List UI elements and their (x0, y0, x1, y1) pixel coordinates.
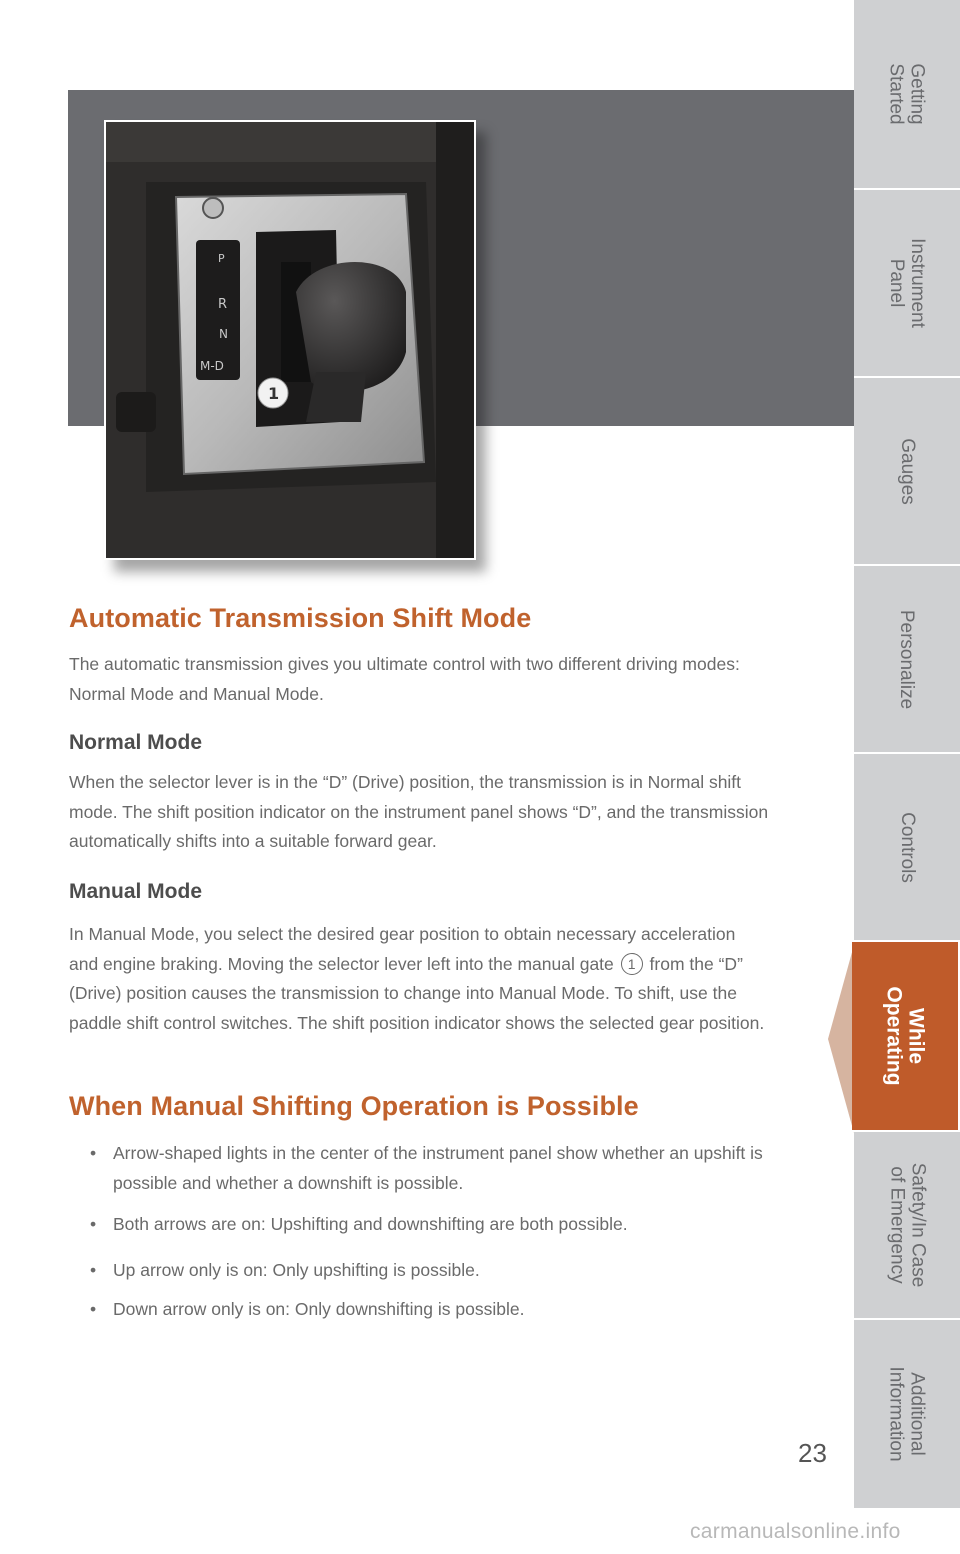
gear-letter-p: P (218, 252, 225, 265)
tab-label: Gauges (896, 437, 918, 505)
tab-label: Instrument Panel (885, 238, 928, 328)
bullet-dot: • (90, 1260, 97, 1280)
normal-mode-heading: Normal Mode (69, 731, 203, 754)
manual-text-part-b: from the “D” (Drive) position causes the transmission to change into Manual Mode. To shift, use the paddle shift control switches. The shift position indicator shows the selected gear position. (69, 953, 765, 1033)
page-number: 23 (798, 1438, 827, 1468)
list-item-text: Arrow-shaped lights in the center of the instrument panel show whether an upshift is possible and whether a downshift is possible. (113, 1143, 763, 1193)
tab-safety-emergency[interactable] (854, 1132, 960, 1320)
tab-gauges[interactable] (854, 378, 960, 566)
tab-label: Additional Information (885, 1366, 928, 1462)
manual-text-part-a: In Manual Mode, you select the desired gear position to obtain necessary acceleration and engine braking. Moving the selector lever left into the manual gate (69, 924, 736, 974)
callout-number: 1 (268, 384, 280, 403)
manual-mode-paragraph (69, 920, 769, 1038)
tab-label: While Operating (883, 986, 928, 1086)
list-item (90, 1295, 773, 1325)
tab-instrument-panel[interactable] (854, 190, 960, 378)
intro-paragraph: The automatic transmission gives you ultimate control with two different driving modes: Normal Mode and Manual Mode. (69, 654, 740, 704)
list-item-text: Up arrow only is on: Only upshifting is possible. (113, 1260, 480, 1280)
tab-getting-started[interactable] (854, 0, 960, 190)
list-item (90, 1210, 773, 1240)
bullet-dot: • (90, 1214, 97, 1234)
gear-letter-md: M-D (200, 359, 224, 373)
list-item-text: Both arrows are on: Upshifting and downshifting are both possible. (113, 1214, 628, 1234)
normal-mode-paragraph: When the selector lever is in the “D” (Drive) position, the transmission is in Normal shift mode. The shift position indicator on the instrument panel shows “D”, and the transmission automatically shifts into a suitable forward gear. (69, 772, 769, 851)
manual-mode-heading: Manual Mode (69, 880, 203, 903)
bullet-dot: • (90, 1299, 97, 1319)
bullet-dot: • (90, 1143, 97, 1163)
list-item (90, 1139, 773, 1198)
tab-label: Personalize (896, 609, 918, 709)
tab-personalize[interactable] (854, 566, 960, 754)
shifter-illustration (106, 122, 474, 558)
gear-letter-n: N (219, 327, 228, 341)
active-tab-arrow (828, 945, 854, 1133)
section-title-manual-shifting: When Manual Shifting Operation is Possible (69, 1091, 639, 1121)
section-title-shift-mode: Automatic Transmission Shift Mode (69, 603, 532, 633)
tab-label: Controls (896, 811, 918, 883)
tab-label: Getting Started (885, 63, 928, 125)
watermark: carmanualsonline.info (690, 1520, 901, 1543)
list-item (90, 1256, 773, 1286)
gear-letter-r: R (218, 297, 228, 312)
shifter-photo (104, 120, 476, 560)
tab-label: Safety/In Case of Emergency (886, 1162, 928, 1288)
tab-while-operating[interactable] (852, 942, 958, 1132)
callout-ref-circle: 1 (621, 953, 643, 975)
tab-controls[interactable] (854, 754, 960, 942)
list-item-text: Down arrow only is on: Only downshifting is possible. (113, 1299, 525, 1319)
tab-additional-information[interactable] (854, 1320, 960, 1510)
